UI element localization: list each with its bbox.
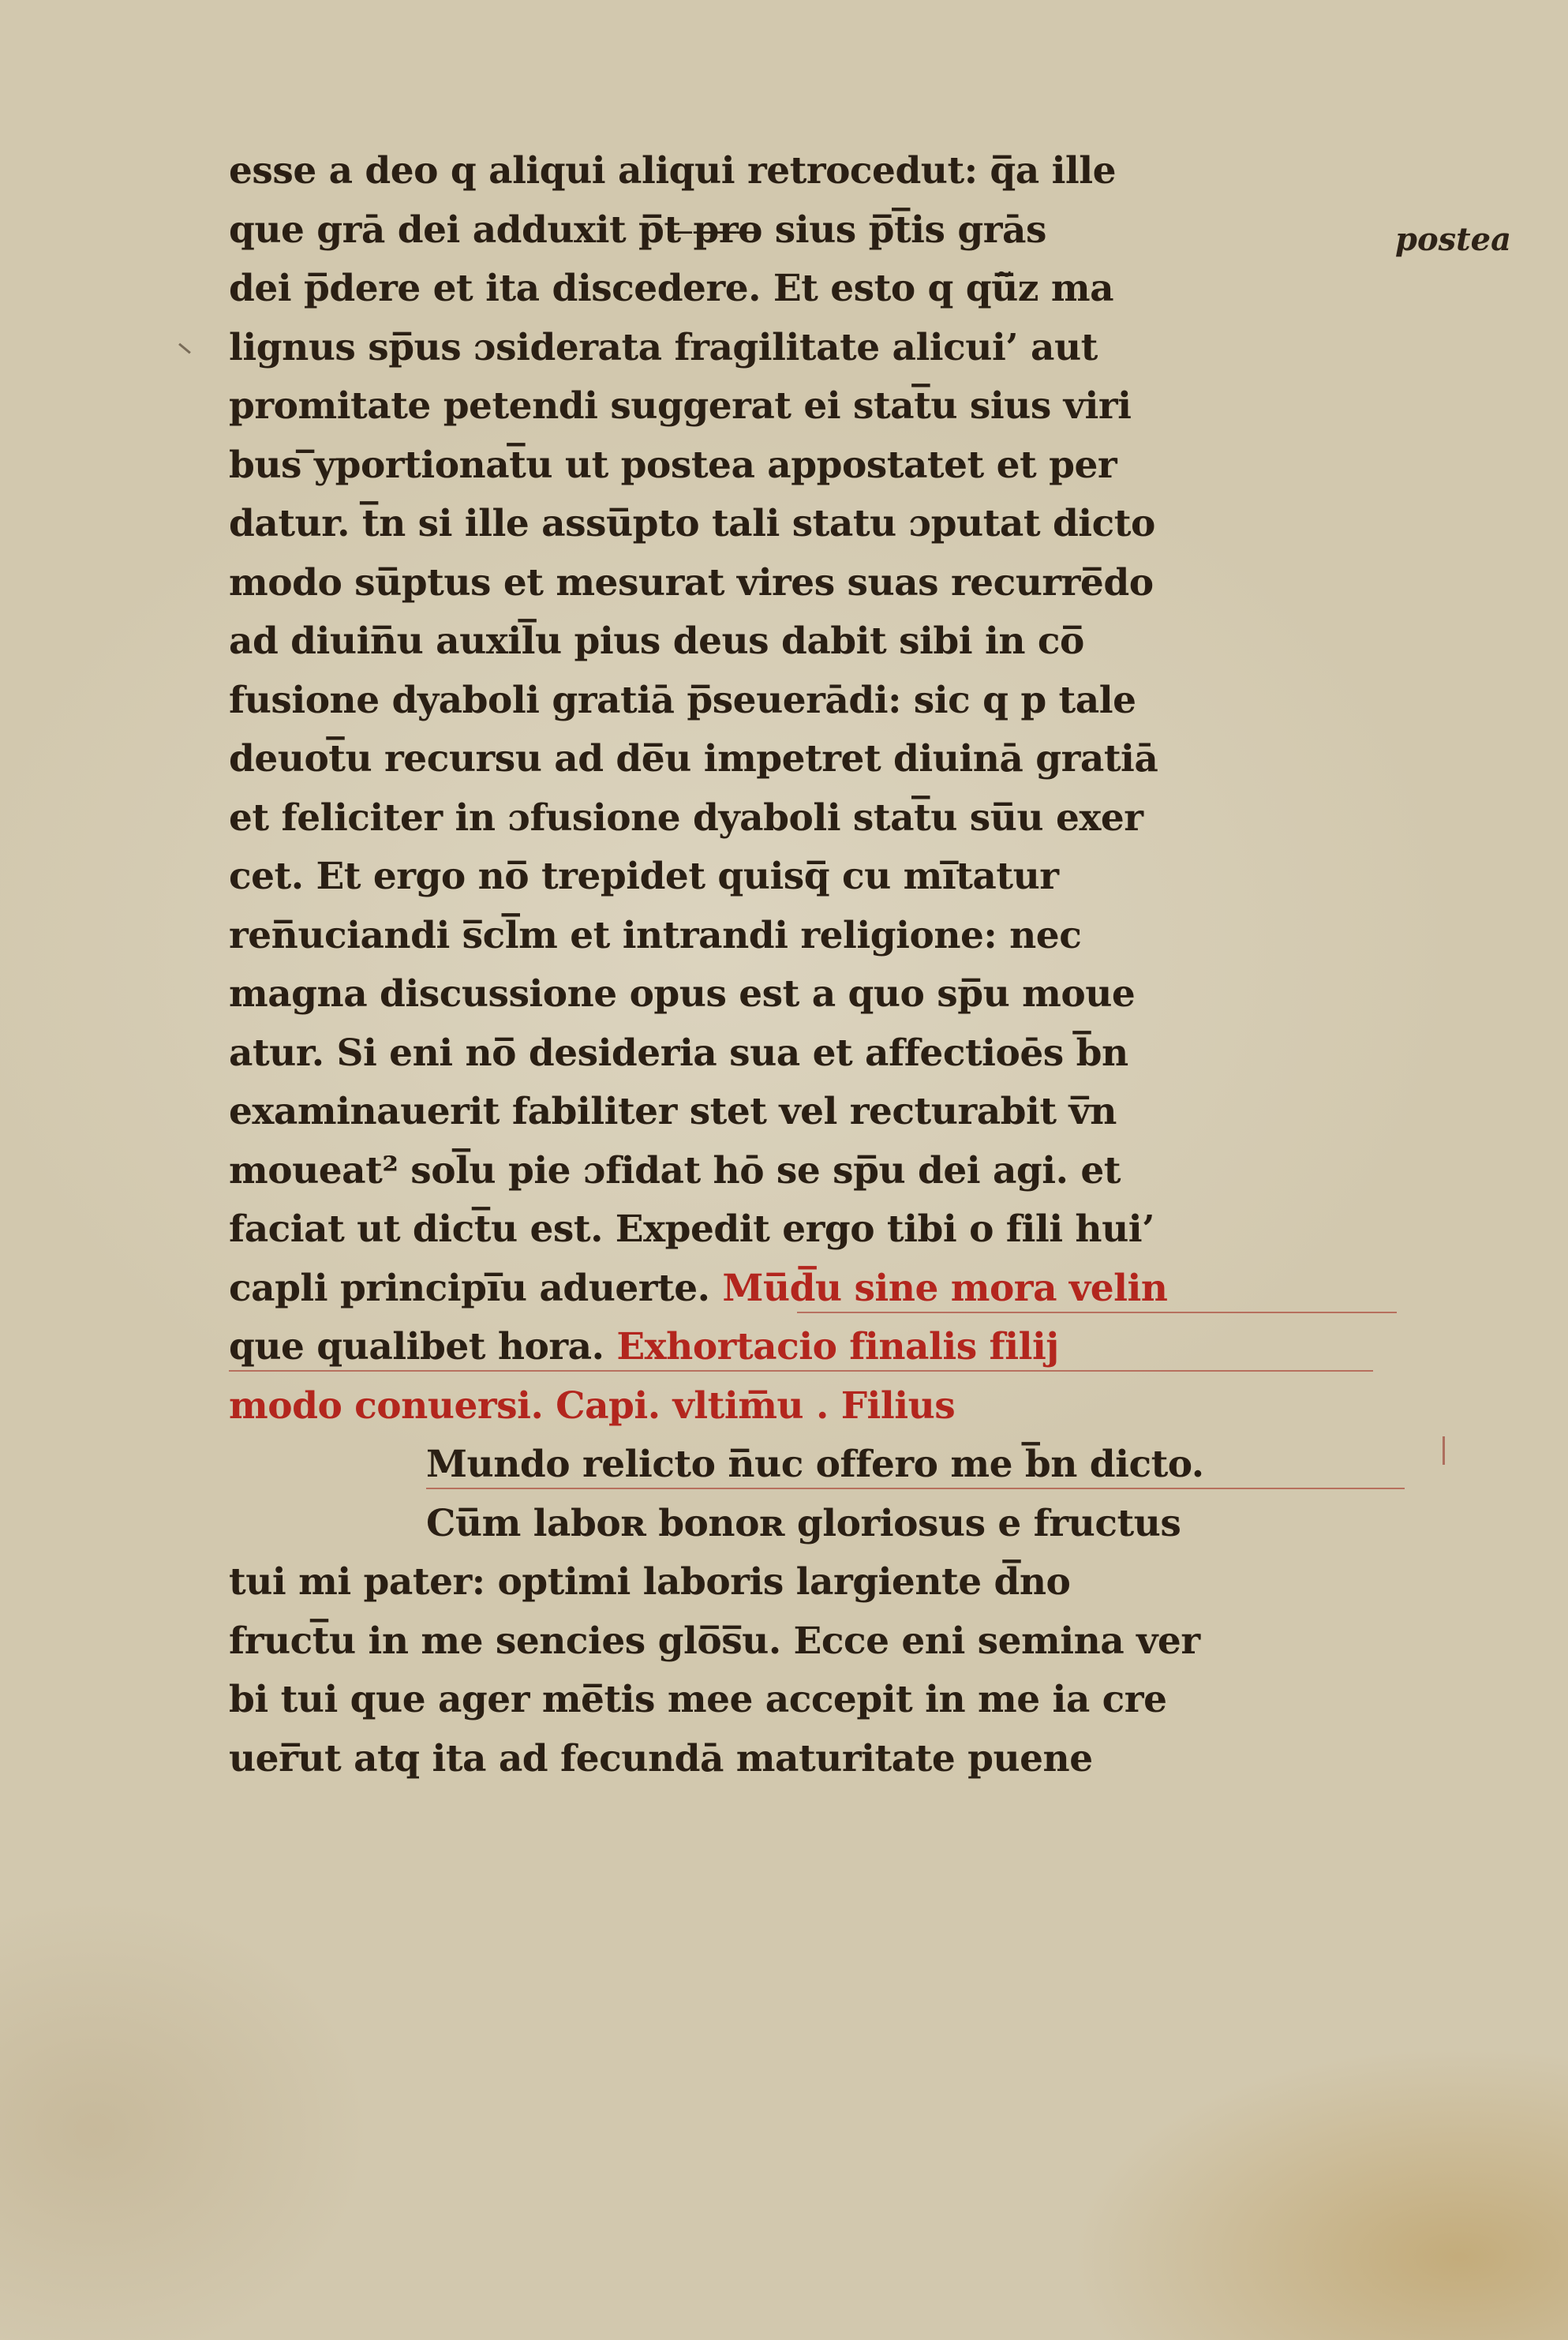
manuscript-line <box>229 495 1413 554</box>
manuscript-line <box>229 848 1413 907</box>
manuscript-line <box>229 1200 1413 1260</box>
line-text: fruct̅u in me sencies glo̅s̅u. Ecce eni semina ver <box>229 1619 1200 1663</box>
line-text: capli principi̅u aduerte. <box>229 1266 723 1310</box>
line-text: cet. Et ergo no̅ trepidet quisq̅ cu mi̅tatur <box>229 855 1059 898</box>
manuscript-line <box>229 789 1413 848</box>
manuscript-line <box>229 377 1413 436</box>
rubric-underline <box>797 1312 1397 1313</box>
margin-tick-mark <box>1443 1436 1445 1465</box>
text-block <box>229 142 1413 1788</box>
manuscript-line <box>229 672 1413 731</box>
line-text: esse a deo q aliqui aliqui retrocedut: q̅a ille <box>229 149 1117 193</box>
manuscript-line <box>229 1553 1413 1612</box>
line-text: lignus sp̅us ɔsiderata fragilitate alicui’ aut <box>229 325 1098 369</box>
manuscript-line <box>229 319 1413 378</box>
manuscript-line <box>229 1730 1413 1789</box>
rubric-text: modo conuersi. Capi. vltim̅u . Filius <box>229 1383 956 1428</box>
manuscript-line <box>229 142 1413 201</box>
manuscript-line <box>229 612 1413 672</box>
rubric-underline <box>229 1370 1373 1372</box>
manuscript-line <box>229 1142 1413 1201</box>
rubric-text: Mu̅d̅u sine mora velin <box>722 1266 1168 1310</box>
manuscript-line <box>229 201 1413 260</box>
margin-stroke <box>178 343 191 354</box>
margin-note: postea <box>1395 221 1512 258</box>
line-text: Cu̅m laboʀ bonoʀ gloriosus e fructus <box>426 1501 1181 1545</box>
line-text: magna discussione opus est a quo sp̅u moue <box>229 972 1136 1016</box>
line-text: bi tui que ager me̅tis mee accepit in me ia cre <box>229 1678 1167 1721</box>
line-text: promitate petendi suggerat ei stat̅u sius viri <box>229 384 1132 428</box>
line-text: examinauerit fabiliter stet vel recturabit v̅n <box>229 1090 1117 1133</box>
line-text: ad diuin̅u auxil̅u pius deus dabit sibi in co̅ <box>229 620 1084 663</box>
rubric-text: Exhortacio finalis filij <box>616 1325 1059 1368</box>
line-text: faciat ut dict̅u est. Expedit ergo tibi o fili hui’ <box>229 1207 1154 1251</box>
line-text: que grā dei adduxit p̅t ̶p̶r̶o̶ sius p̅t̅is grās <box>229 208 1046 252</box>
line-text: dei p̅dere et ita discedere. Et esto q qu̅̃z ma <box>229 267 1114 310</box>
manuscript-line <box>229 1612 1413 1672</box>
line-text: datur. t̅n si ille assu̅pto tali statu ɔputat dicto <box>229 502 1155 545</box>
line-text: Mundo relicto n̅uc offero me b̅n dicto. <box>426 1443 1204 1486</box>
line-text: uer̅ut atq ita ad fecundā maturitate puene <box>229 1736 1093 1780</box>
manuscript-line <box>229 554 1413 613</box>
line-text: et feliciter in ɔfusione dyaboli stat̅u su̅u exer <box>229 796 1143 840</box>
line-text: fusione dyaboli gratiā p̅seuerādi: sic q p tale <box>229 678 1136 722</box>
line-text: deuot̅u recursu ad de̅u impetret diuinā gratiā <box>229 737 1158 781</box>
manuscript-line <box>229 1436 1413 1495</box>
manuscript-line <box>229 1024 1413 1084</box>
manuscript-line <box>229 1318 1413 1377</box>
manuscript-line <box>229 730 1413 789</box>
manuscript-line <box>229 1671 1413 1730</box>
line-text: moueat² sol̅u pie ɔfidat hō se sp̅u dei agi. et <box>229 1148 1121 1192</box>
rubric-underline <box>426 1488 1405 1489</box>
line-text: modo su̅ptus et mesurat vires suas recurre̅do <box>229 560 1154 605</box>
manuscript-line <box>229 1495 1413 1554</box>
manuscript-line <box>229 1260 1413 1319</box>
line-text: ren̅uciandi s̅cl̅m et intrandi religione: nec <box>229 913 1082 957</box>
line-text: bus ̅yportionat̅u ut postea appostatet et per <box>229 443 1117 487</box>
manuscript-line <box>229 1377 1413 1436</box>
manuscript-line <box>229 260 1413 319</box>
manuscript-line <box>229 965 1413 1024</box>
line-text: tui mi pater: optimi laboris largiente d̅no <box>229 1560 1071 1604</box>
line-text: atur. Si eni no̅ desideria sua et affectioēs b̅n <box>229 1031 1128 1075</box>
manuscript-line <box>229 907 1413 966</box>
manuscript-line <box>229 436 1413 496</box>
line-text: que qualibet hora. <box>229 1325 617 1368</box>
manuscript-line <box>229 1083 1413 1142</box>
